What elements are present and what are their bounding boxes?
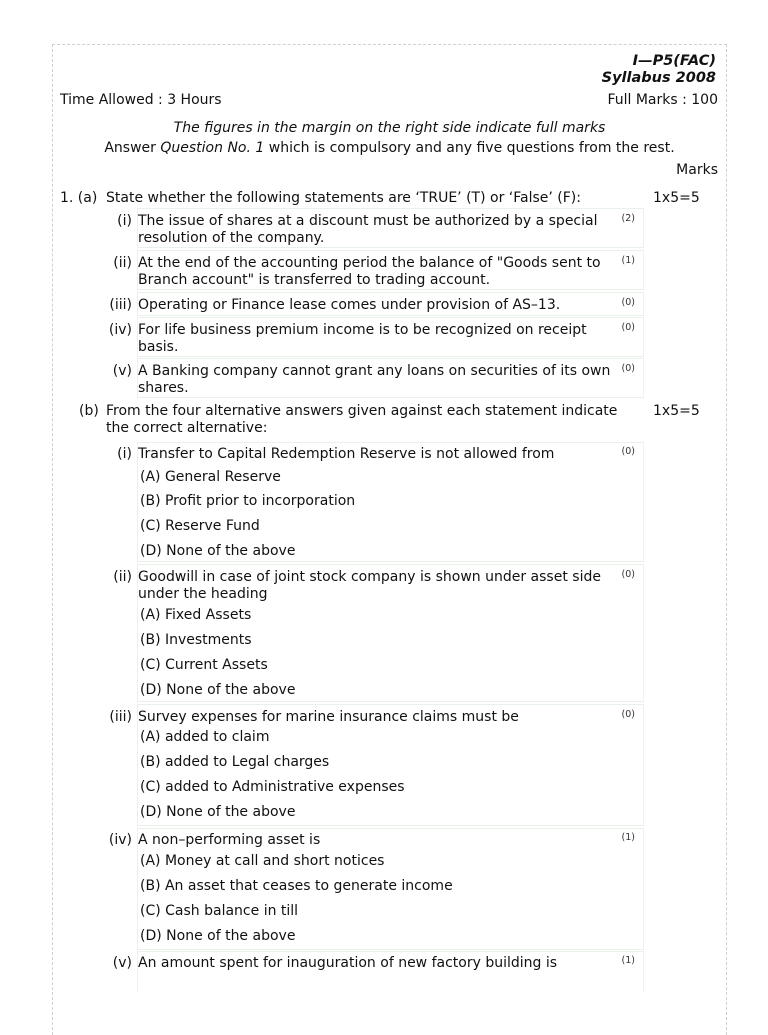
option: (D) None of the above	[140, 928, 296, 944]
question-1a-text: State whether the following statements are ‘TRUE’ (T) or ‘False’ (F):	[106, 190, 581, 206]
question-1b-marks: 1x5=5	[653, 403, 700, 419]
option: (B) added to Legal charges	[140, 754, 330, 770]
statement-row: (i) The issue of shares at a discount must be authorized by a special resolution of the company. (2)	[137, 208, 644, 248]
statement-row: (iv) For life business premium income is to be recognized on receipt basis. (0)	[137, 317, 644, 357]
paper-header-codes	[602, 53, 716, 87]
mcq-row: (iv) A non–performing asset is (1) (A) Money at call and short notices (B) An asset that ceases to generate income (C) Cash balance in till (D) None of the above	[137, 828, 644, 950]
question-1b-text: From the four alternative answers given against each statement indicate the correct alternative:	[106, 403, 618, 436]
option: (A) General Reserve	[140, 469, 281, 485]
question-1a-label: 1. (a)	[60, 190, 98, 206]
paper-code: I—P5(FAC)	[632, 53, 716, 69]
question-1a-marks: 1x5=5	[653, 190, 700, 206]
question-paper-page	[52, 44, 727, 1035]
option: (A) added to claim	[140, 729, 270, 745]
option: (C) added to Administrative expenses	[140, 779, 405, 795]
marks-column-label: Marks	[676, 162, 718, 178]
instruction-line-1: The figures in the margin on the right side indicate full marks	[173, 120, 606, 136]
statement-row: (iii) Operating or Finance lease comes under provision of AS–13. (0)	[137, 292, 644, 316]
mcq-row: (ii) Goodwill in case of joint stock company is shown under asset side under the heading (0) (A) Fixed Assets (B) Investments (C) Current Assets (D) None of the above	[137, 564, 644, 702]
mcq-row: (v) An amount spent for inauguration of new factory building is (1)	[137, 951, 644, 992]
option: (B) Investments	[140, 632, 252, 648]
option: (C) Cash balance in till	[140, 903, 299, 919]
option: (A) Fixed Assets	[140, 607, 252, 623]
mcq-row: (iii) Survey expenses for marine insurance claims must be (0) (A) added to claim (B) added to Legal charges (C) added to Administrative expenses (D) None of the above	[137, 704, 644, 826]
option: (C) Current Assets	[140, 657, 268, 673]
full-marks: Full Marks : 100	[607, 92, 718, 108]
syllabus-label: Syllabus 2008	[601, 70, 716, 86]
question-1b-label: (b)	[79, 403, 99, 419]
option: (B) Profit prior to incorporation	[140, 493, 356, 509]
option: (C) Reserve Fund	[140, 518, 260, 534]
option: (D) None of the above	[140, 682, 296, 698]
statement-row: (v) A Banking company cannot grant any loans on securities of its own shares. (0)	[137, 358, 644, 398]
statement-row: (ii) At the end of the accounting period the balance of "Goods sent to Branch account" is transferred to trading account. (1)	[137, 250, 644, 290]
mcq-row: (i) Transfer to Capital Redemption Reserve is not allowed from (0) (A) General Reserve (B) Profit prior to incorporation (C) Reserve Fund (D) None of the above	[137, 442, 644, 562]
option: (A) Money at call and short notices	[140, 853, 385, 869]
option: (B) An asset that ceases to generate income	[140, 878, 453, 894]
option: (D) None of the above	[140, 804, 296, 820]
option: (D) None of the above	[140, 543, 296, 559]
instruction-line-2: Answer Question No. 1 which is compulsory and any five questions from the rest.	[104, 140, 675, 156]
time-allowed: Time Allowed : 3 Hours	[60, 92, 222, 108]
